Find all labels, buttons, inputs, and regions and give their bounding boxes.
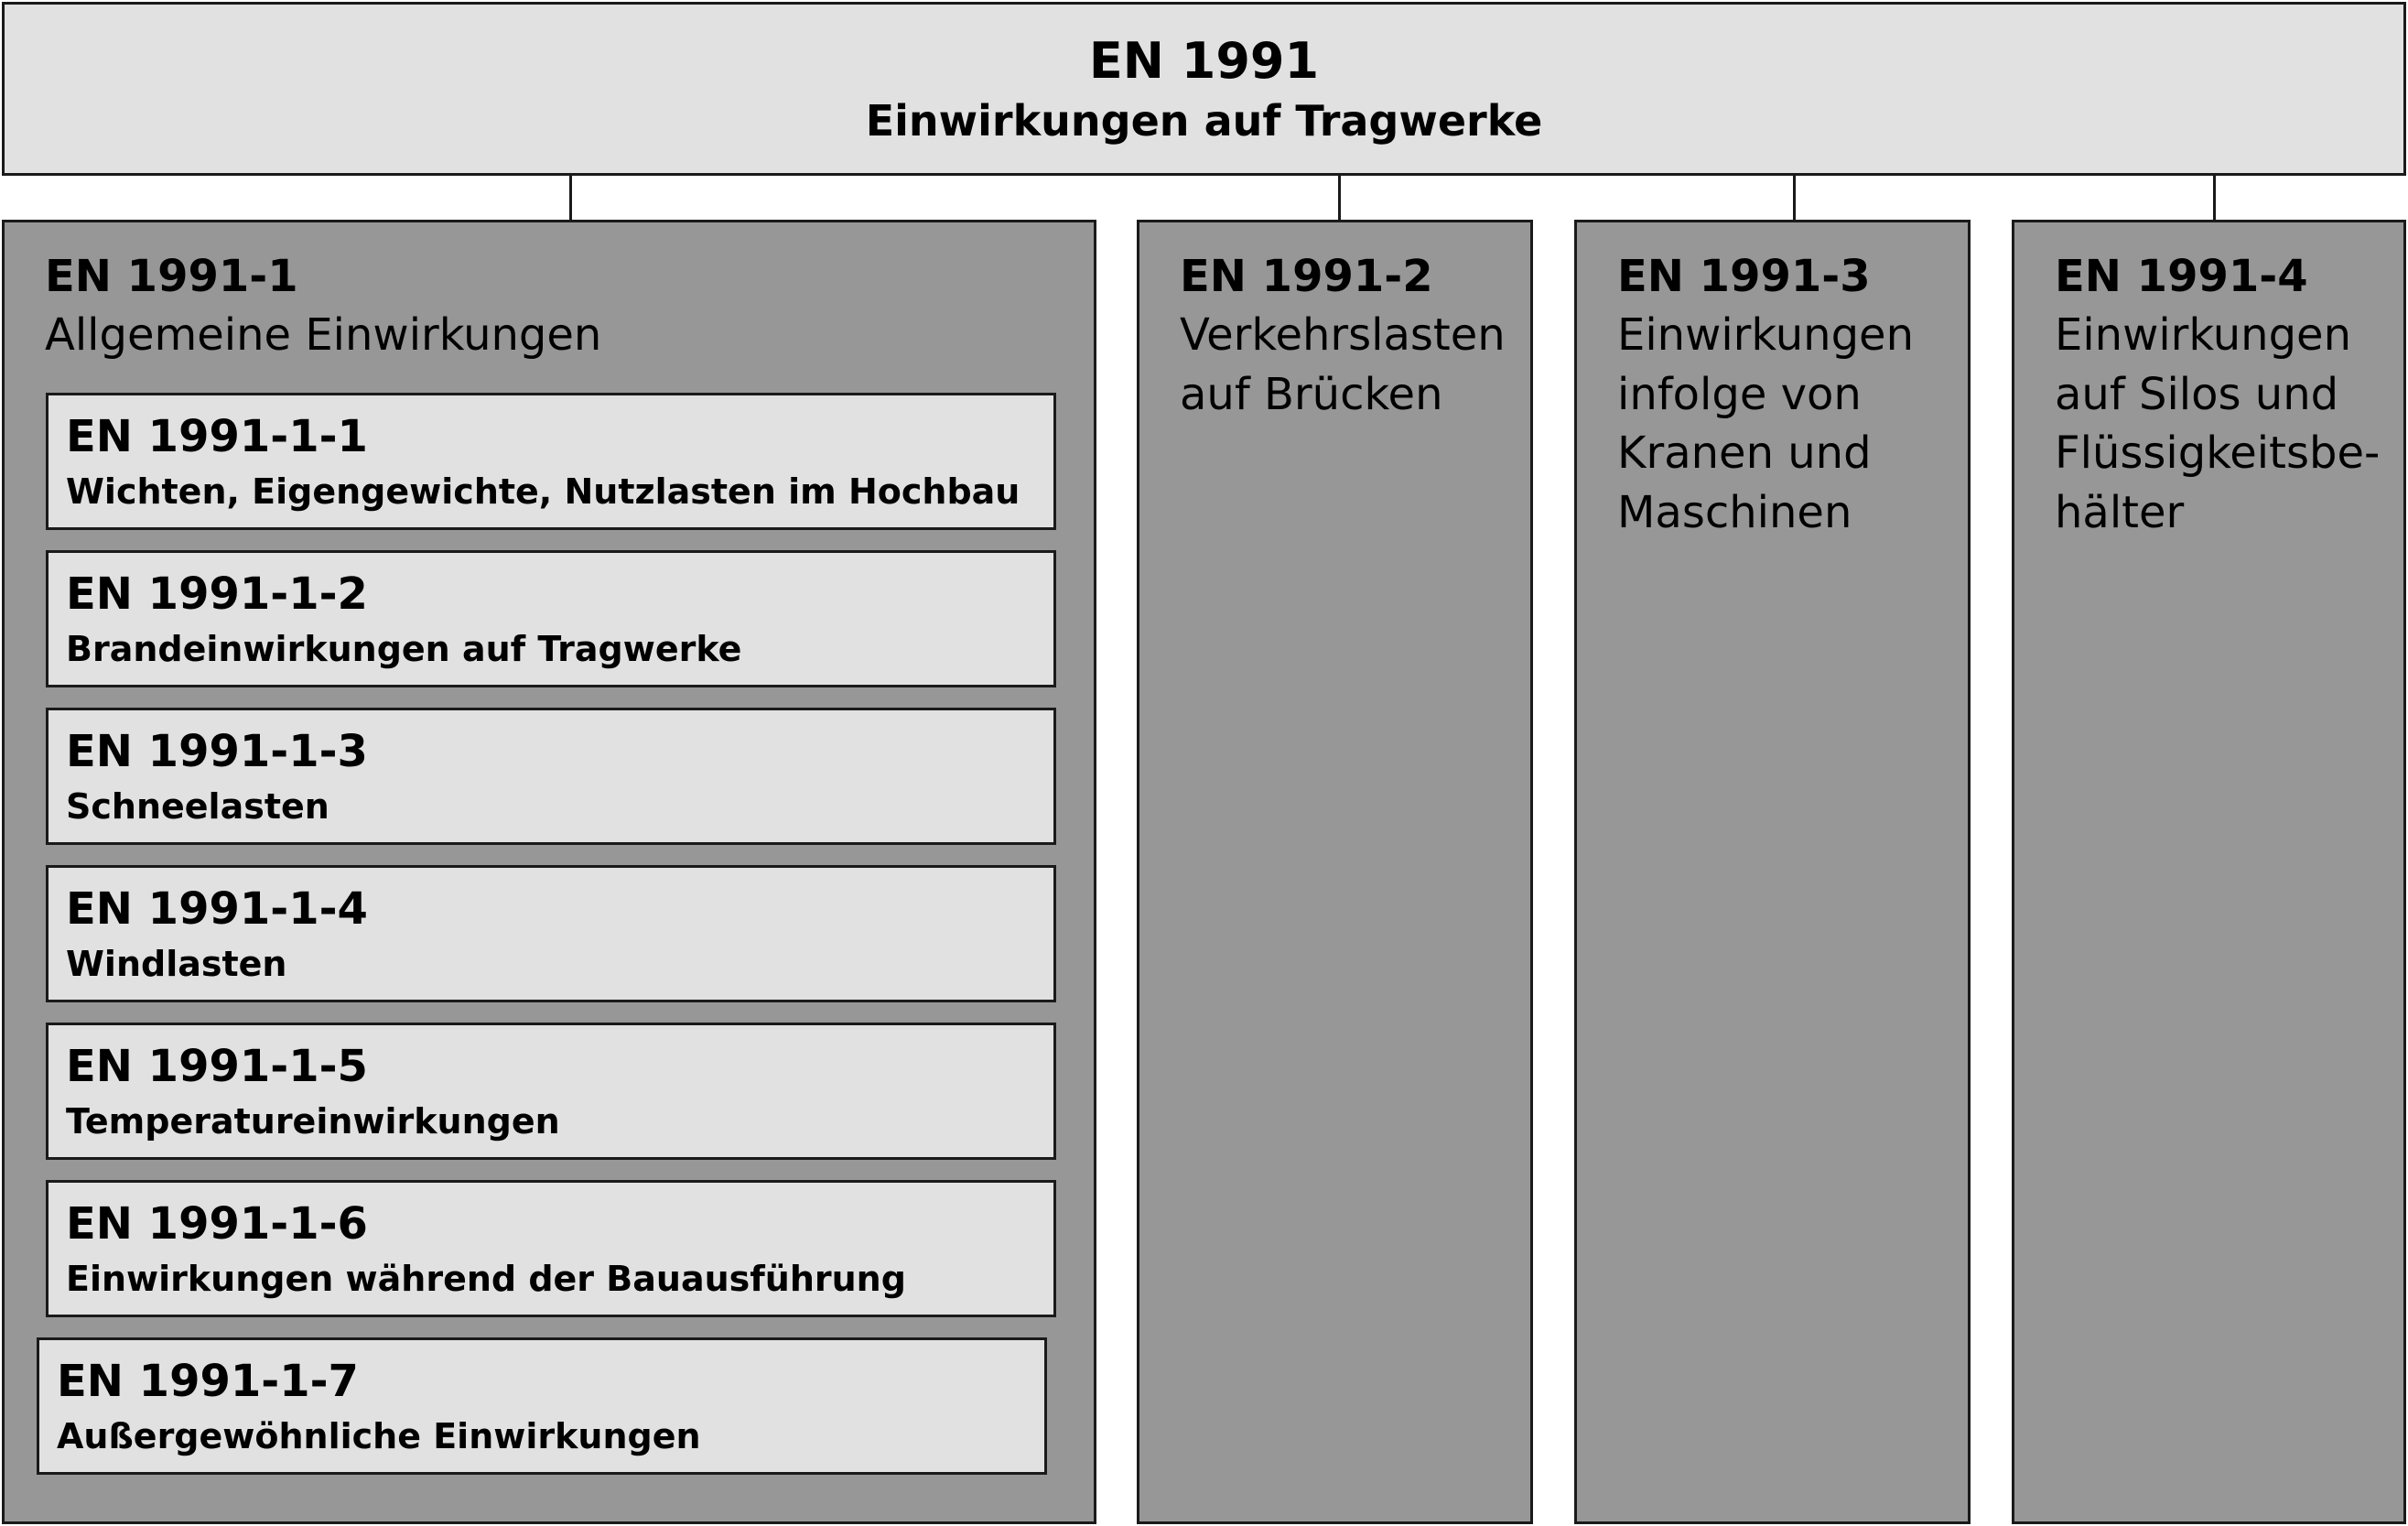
root-title: Einwirkungen auf Tragwerke xyxy=(865,96,1543,146)
subpart-title: Temperatureinwirkungen xyxy=(66,1101,560,1142)
part-3-box xyxy=(1574,220,1971,1524)
subpart-box-6 xyxy=(46,1180,1056,1317)
part-1-title: Allgemeine Einwirkungen xyxy=(45,309,602,361)
subpart-title: Wichten, Eigengewichte, Nutzlasten im Hochbau xyxy=(66,471,1020,512)
subpart-box-2 xyxy=(46,550,1056,687)
subpart-box-5 xyxy=(46,1023,1056,1160)
part-4-box xyxy=(2012,220,2406,1524)
subpart-title: Außergewöhnliche Einwirkungen xyxy=(57,1416,701,1456)
subpart-code: EN 1991-1-1 xyxy=(66,411,368,462)
subpart-title: Brandeinwirkungen auf Tragwerke xyxy=(66,629,742,669)
subpart-box-3 xyxy=(46,708,1056,845)
subpart-box-7 xyxy=(37,1337,1047,1475)
part-4-title: Einwirkungen auf Silos und Flüssigkeitsbe- hälter xyxy=(2055,309,2381,538)
root-standard-box xyxy=(2,2,2406,176)
subpart-code: EN 1991-1-3 xyxy=(66,726,368,777)
subpart-code: EN 1991-1-4 xyxy=(66,883,368,935)
connector-line-1 xyxy=(569,176,572,221)
connector-line-2 xyxy=(1338,176,1341,221)
part-3-code: EN 1991-3 xyxy=(1617,251,1871,302)
connector-line-3 xyxy=(1793,176,1796,221)
subpart-code: EN 1991-1-2 xyxy=(66,568,368,620)
subpart-title: Schneelasten xyxy=(66,786,329,827)
root-code: EN 1991 xyxy=(1088,32,1320,90)
subpart-title: Einwirkungen während der Bauausführung xyxy=(66,1259,906,1299)
subpart-box-1 xyxy=(46,393,1056,530)
part-1-box xyxy=(2,220,1096,1524)
subpart-code: EN 1991-1-7 xyxy=(57,1356,359,1407)
part-1-code: EN 1991-1 xyxy=(45,251,298,302)
part-2-title: Verkehrslasten auf Brücken xyxy=(1180,309,1506,420)
subpart-title: Windlasten xyxy=(66,944,287,984)
connector-line-4 xyxy=(2213,176,2216,221)
part-4-code: EN 1991-4 xyxy=(2055,251,2308,302)
subpart-box-4 xyxy=(46,865,1056,1002)
part-2-box xyxy=(1137,220,1533,1524)
part-2-code: EN 1991-2 xyxy=(1180,251,1433,302)
subpart-code: EN 1991-1-6 xyxy=(66,1198,368,1250)
subpart-code: EN 1991-1-5 xyxy=(66,1041,368,1092)
part-3-title: Einwirkungen infolge von Kranen und Maschinen xyxy=(1617,309,1914,538)
